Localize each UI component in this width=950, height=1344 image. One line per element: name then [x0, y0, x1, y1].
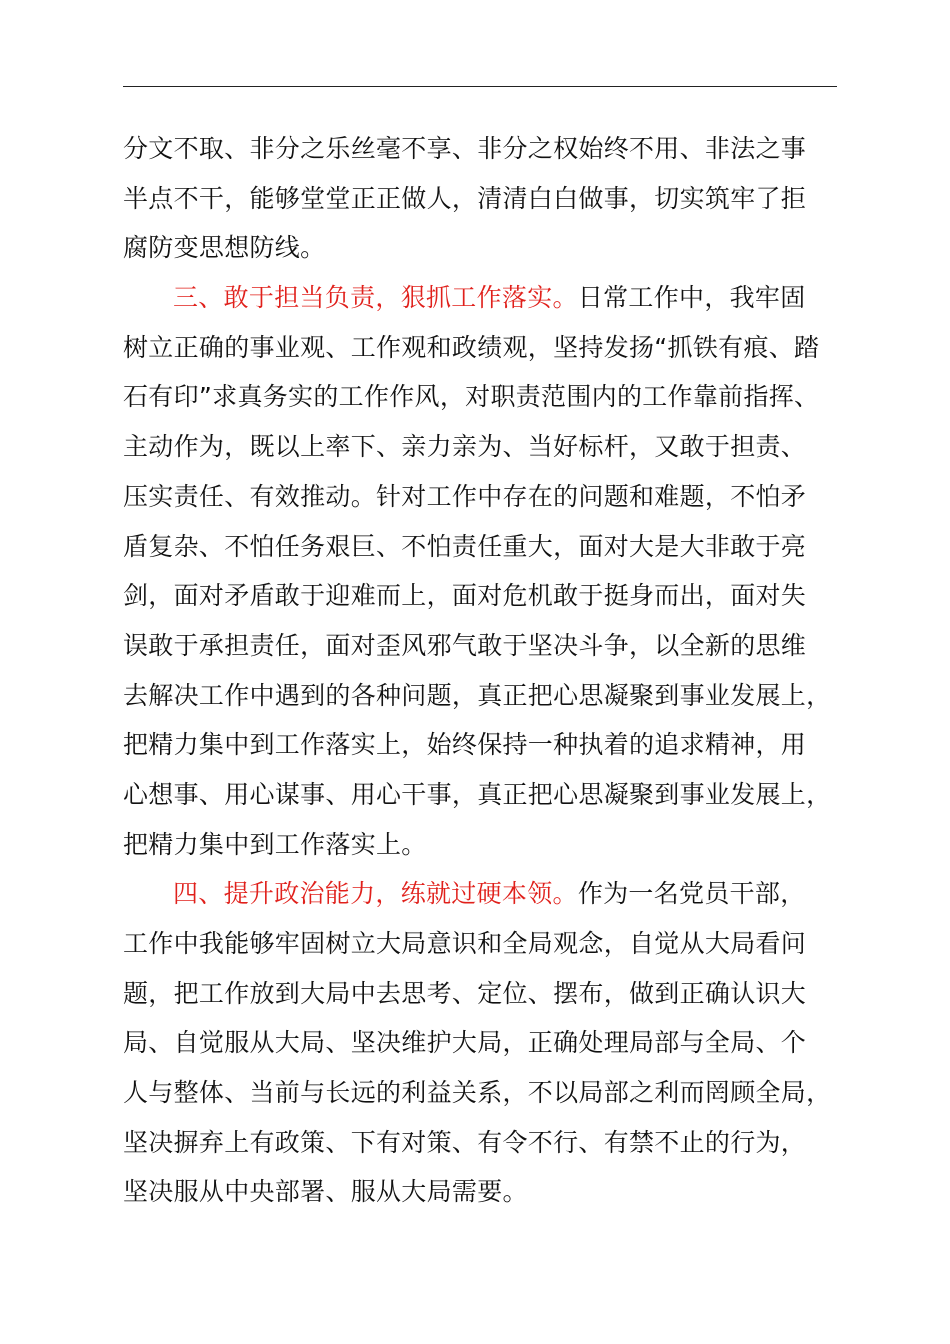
text-line: 题，把工作放到大局中去思考、定位、摆布，做到正确认识大 [123, 978, 807, 1008]
text-line: 盾复杂、不怕任务艰巨、不怕责任重大，面对大是大非敢于亮 [123, 531, 807, 561]
document-body [123, 124, 863, 1217]
text-line: 坚决服从中央部署、服从大局需要。 [123, 1177, 528, 1207]
text-line: 主动作为，既以上率下、亲力亲为、当好标杆，又敢于担责、 [123, 432, 807, 462]
section-4-first-line [123, 869, 863, 919]
text-line: 分文不取、非分之乐丝毫不享、非分之权始终不用、非法之事 [123, 134, 807, 163]
text-line: 坚决摒弃上有政策、下有对策、有令不行、有禁不止的行为， [123, 1127, 807, 1157]
text-line: 局、自觉服从大局、坚决维护大局，正确处理局部与全局、个 [123, 1028, 807, 1058]
section-4-first-line-text: 作为一名党员干部， [577, 879, 806, 909]
text-line: 去解决工作中遇到的各种问题，真正把心思凝聚到事业发展上， [123, 680, 832, 710]
text-line: 人与整体、当前与长远的利益关系，不以局部之利而罔顾全局， [123, 1078, 832, 1108]
text-line: 误敢于承担责任，面对歪风邪气敢于坚决斗争，以全新的思维 [123, 630, 807, 660]
text-line: 石有印”求真务实的工作作风，对职责范围内的工作靠前指挥、 [123, 382, 820, 412]
header-rule [123, 86, 837, 87]
paragraph-1 [123, 124, 863, 273]
text-line: 腐防变思想防线。 [123, 233, 326, 263]
text-line: 压实责任、有效推动。针对工作中存在的问题和难题，不怕矛 [123, 481, 807, 511]
text-line: 把精力集中到工作落实上，始终保持一种执着的追求精神，用 [123, 730, 807, 760]
text-line: 半点不干，能够堂堂正正做人，清清白白做事，切实筑牢了拒 [123, 183, 807, 213]
section-3-heading: 三、敢于担当负责，狠抓工作落实。 [173, 283, 578, 313]
section-4-heading: 四、提升政治能力，练就过硬本领。 [173, 879, 578, 909]
text-line: 树立正确的事业观、工作观和政绩观，坚持发扬“抓铁有痕、踏 [123, 332, 820, 362]
text-line: 剑，面对矛盾敢于迎难而上，面对危机敢于挺身而出，面对失 [123, 581, 807, 611]
section-3-first-line [123, 273, 863, 323]
section-3-paragraph [123, 273, 863, 869]
text-line: 把精力集中到工作落实上。 [123, 829, 427, 859]
text-line: 心想事、用心谋事、用心干事，真正把心思凝聚到事业发展上， [123, 779, 832, 809]
section-3-first-line-text: 日常工作中，我牢固 [577, 283, 806, 313]
text-line: 工作中我能够牢固树立大局意识和全局观念，自觉从大局看问 [123, 929, 807, 958]
section-4-paragraph [123, 869, 863, 1217]
